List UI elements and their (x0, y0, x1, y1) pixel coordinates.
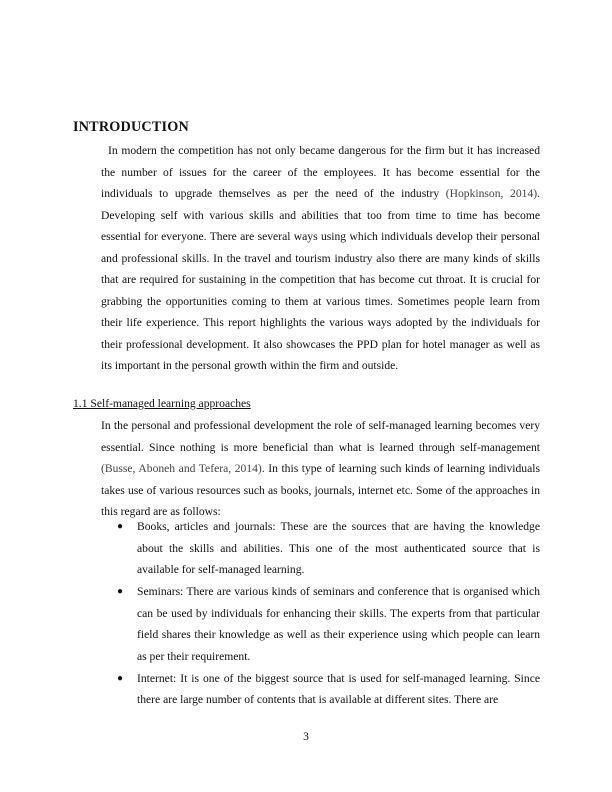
bullet-icon: ● (117, 586, 124, 597)
list-item (101, 581, 540, 667)
list-item (101, 668, 540, 711)
list-item (101, 516, 540, 581)
subsection-text-1: In the personal and professional development the role of self-managed learning becomes very essential. Since nothing is more beneficial than what is learned through self-management (101, 419, 540, 454)
approaches-list (101, 516, 540, 711)
citation-hopkinson: (Hopkinson, 2014) (445, 187, 538, 200)
subsection-paragraph (101, 415, 540, 523)
list-item-text: Internet: It is one of the biggest source that is used for self-managed learning. Since there are large number of contents that is available at different sites. There are (137, 671, 540, 706)
intro-text-2: . Developing self with various skills and abilities that too from time to time has become essential for everyone. There are several ways using which individuals develop their personal and professional skills. In the travel and tourism industry also there are many kinds of skills that are required for sustaining in the competition that has become cut throat. It is crucial for grabbing the opportunities coming to them at various times. Sometimes people learn from their life experience. This report highlights the various ways adopted by the individuals for their professional development. It also showcases the PPD plan for hotel manager as well as its important in the personal growth within the firm and outside. (101, 187, 541, 372)
intro-paragraph (101, 140, 540, 377)
intro-text-1: In modern the competition has not only became dangerous for the firm but it has increased the number of issues for the career of the employees. It has become essential for the individuals to upgrade themselves as per the need of the industry (101, 144, 540, 200)
section-heading: INTRODUCTION (73, 119, 189, 135)
list-item-text: Books, articles and journals: These are the sources that are having the knowledge about the skills and abilities. This one of the most authenticated source that is available for self-managed learning. (137, 520, 540, 576)
list-item-text: Seminars: There are various kinds of seminars and conference that is organised which can be used by individuals for enhancing their skills. The experts from that particular field shares their knowledge as well as their experience using which people can learn as per their requirement. (137, 585, 540, 663)
page-number: 3 (303, 730, 309, 743)
citation-busse: (Busse, Aboneh and Tefera, 2014) (101, 462, 262, 475)
subsection-title: 1.1 Self-managed learning approaches (73, 397, 251, 410)
subsection-text-2: . In this type of learning such kinds of learning individuals takes use of various resources such as books, journals, internet etc. Some of the approaches in this regard are as follows: (101, 462, 540, 518)
bullet-icon: ● (117, 672, 124, 684)
bullet-icon: ● (117, 521, 124, 532)
